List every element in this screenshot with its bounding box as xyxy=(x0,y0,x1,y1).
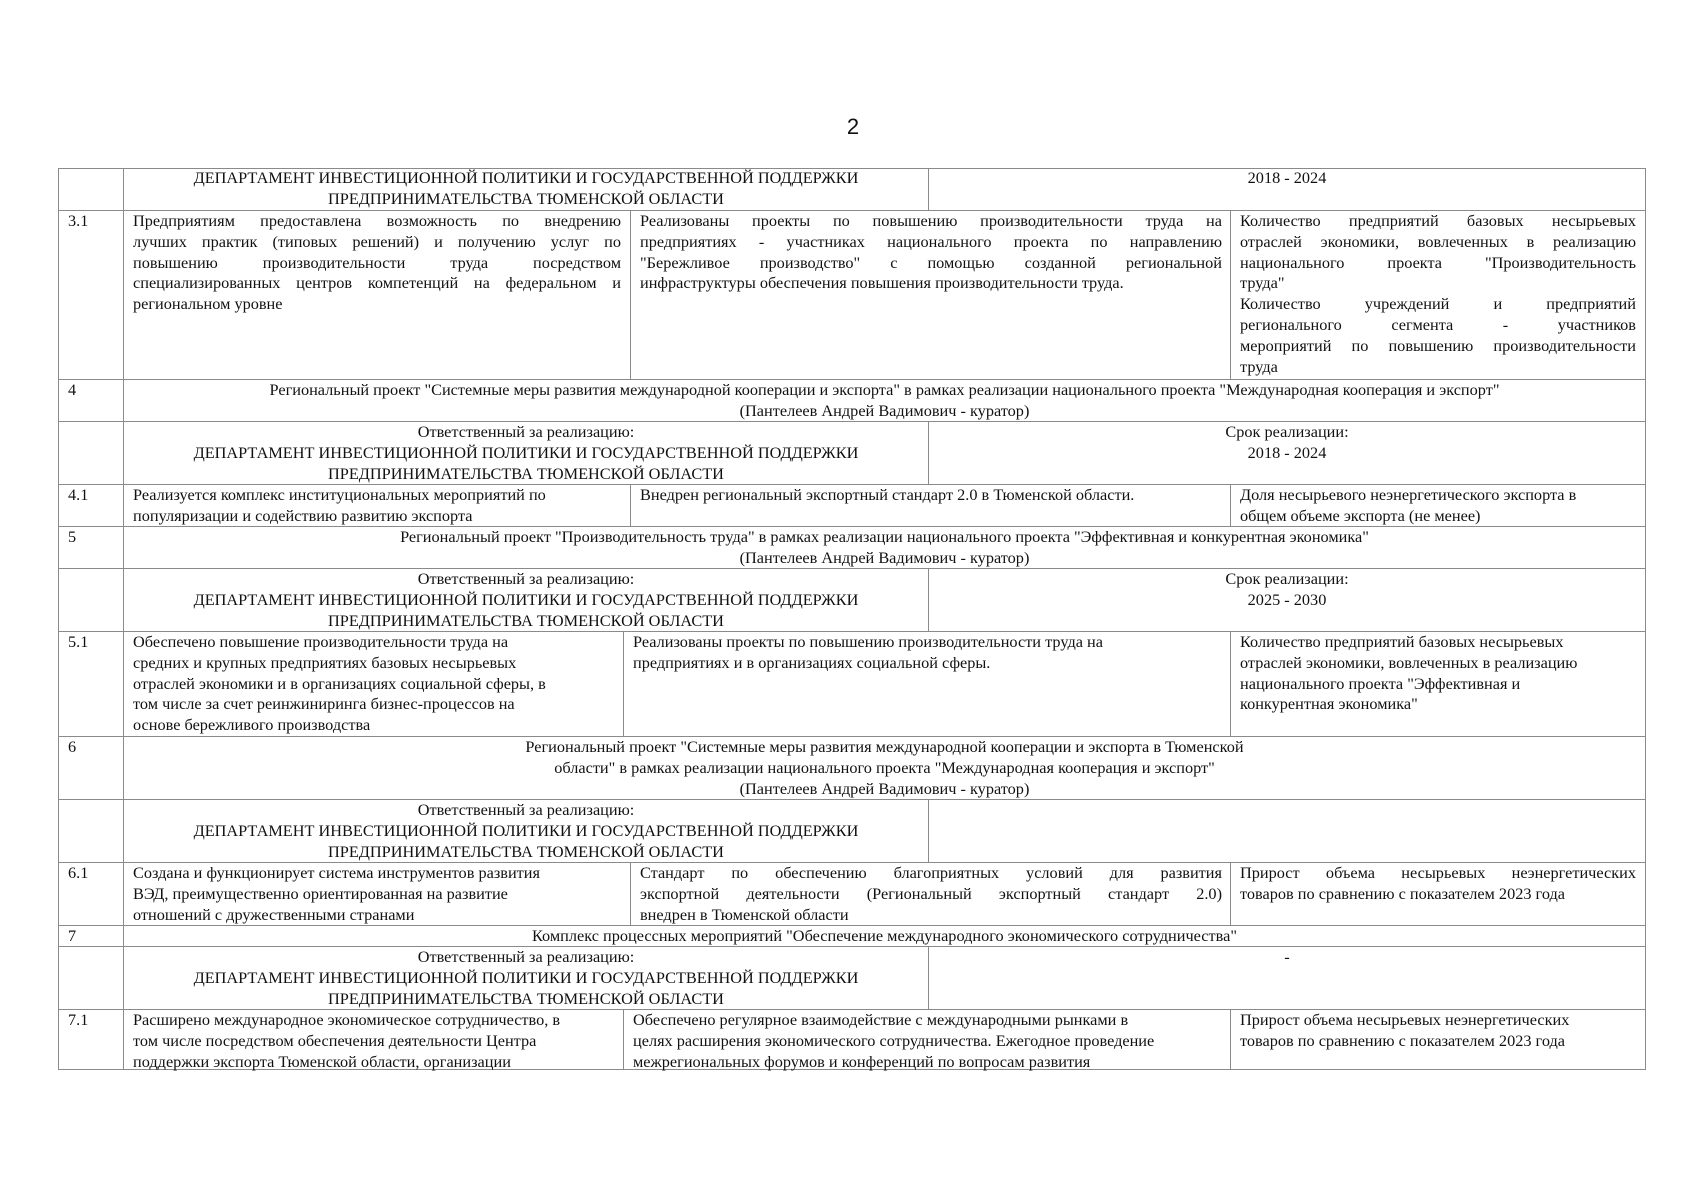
responsible-department: ДЕПАРТАМЕНТ ИНВЕСТИЦИОННОЙ ПОЛИТИКИ И ГОСУДАРСТВЕННОЙ ПОДДЕРЖКИ ПРЕДПРИНИМАТЕЛЬСТВА ТЮМЕНСКОЙ ОБЛАСТИ xyxy=(193,168,859,208)
project-title: Региональный проект "Производительность труда" в рамках реализации национального проекта "Эффективная и конкурентная экономика" (Пантелеев Андрей Вадимович - куратор) xyxy=(400,527,1369,567)
task-description: Расширено международное экономическое сотрудничество, в том числе посредством обеспечения деятельности Центра поддержки экспорта Тюменской области, организации xyxy=(133,1010,561,1071)
indicator-description: Количество предприятий базовых несырьевых отраслей экономики, вовлеченных в реализацию национального проекта "Производительность труда" Количество учреждений и предприятий регионального сегмента - участников мероприятий по повышению производительности труда xyxy=(1240,211,1636,376)
result-description: Стандарт по обеспечению благоприятных условий для развития экспортной деятельности (Региональный экспортный стандарт 2.0) внедрен в Тюменской области xyxy=(640,863,1222,924)
task-description: Обеспечено повышение производительности труда на средних и крупных предприятиях базовых несырьевых отраслей экономики и в организациях социальной сферы, в том числе за счет реинжиниринга бизнес-процессов на основе бережливого производства xyxy=(133,632,546,735)
row-number: 3.1 xyxy=(68,211,89,230)
implementation-term: - xyxy=(1284,947,1290,966)
row-number: 5 xyxy=(68,527,77,546)
result-description: Обеспечено регулярное взаимодействие с международными рынками в целях расширения экономического сотрудничества. Ежегодное проведение межрегиональных форумов и конференций по вопросам развития xyxy=(633,1010,1155,1071)
result-description: Реализованы проекты по повышению производительности труда на предприятиях и в организациях социальной сферы. xyxy=(633,632,1103,672)
task-description: Создана и функционирует система инструментов развития ВЭД, преимущественно ориентированная на развитие отношений с дружественными странами xyxy=(133,863,540,924)
row-number: 4 xyxy=(68,380,77,399)
result-description: Внедрен региональный экспортный стандарт 2.0 в Тюменской области. xyxy=(640,485,1135,504)
row-number: 7 xyxy=(68,926,77,945)
responsible-department: Ответственный за реализацию: ДЕПАРТАМЕНТ ИНВЕСТИЦИОННОЙ ПОЛИТИКИ И ГОСУДАРСТВЕННОЙ ПОДДЕРЖКИ ПРЕДПРИНИМАТЕЛЬСТВА ТЮМЕНСКОЙ ОБЛАСТИ xyxy=(193,569,859,630)
row-number: 4.1 xyxy=(68,485,89,504)
indicator-description: Прирост объема несырьевых неэнергетических товаров по сравнению с показателем 2023 года xyxy=(1240,863,1636,903)
row-number: 5.1 xyxy=(68,632,89,651)
implementation-term: Срок реализации: 2025 - 2030 xyxy=(1225,569,1349,609)
project-title: Региональный проект "Системные меры развития международной кооперации и экспорта" в рамках реализации национального проекта "Международная кооперация и экспорт" (Пантелеев Андрей Вадимович - куратор) xyxy=(269,380,1500,420)
result-description: Реализованы проекты по повышению производительности труда на предприятиях - участниках национального проекта по направлению "Бережливое производство" с помощью созданной региональной инфраструктуры обеспечения повышения производительности труда. xyxy=(640,211,1222,293)
responsible-department: Ответственный за реализацию: ДЕПАРТАМЕНТ ИНВЕСТИЦИОННОЙ ПОЛИТИКИ И ГОСУДАРСТВЕННОЙ ПОДДЕРЖКИ ПРЕДПРИНИМАТЕЛЬСТВА ТЮМЕНСКОЙ ОБЛАСТИ xyxy=(193,800,859,861)
task-description: Реализуется комплекс институциональных мероприятий по популяризации и содействию развитию экспорта xyxy=(133,485,546,525)
indicator-description: Количество предприятий базовых несырьевых отраслей экономики, вовлеченных в реализацию национального проекта "Эффективная и конкурентная экономика" xyxy=(1240,632,1578,714)
page-number: 2 xyxy=(846,114,860,139)
indicator-description: Прирост объема несырьевых неэнергетических товаров по сравнению с показателем 2023 года xyxy=(1240,1010,1570,1050)
implementation-term: 2018 - 2024 xyxy=(1247,168,1327,187)
row-number: 7.1 xyxy=(68,1010,89,1029)
project-title: Комплекс процессных мероприятий "Обеспечение международного экономического сотрудничества" xyxy=(531,926,1237,945)
measures-table xyxy=(58,168,1646,1070)
responsible-department: Ответственный за реализацию: ДЕПАРТАМЕНТ ИНВЕСТИЦИОННОЙ ПОЛИТИКИ И ГОСУДАРСТВЕННОЙ ПОДДЕРЖКИ ПРЕДПРИНИМАТЕЛЬСТВА ТЮМЕНСКОЙ ОБЛАСТИ xyxy=(193,422,859,483)
task-description: Предприятиям предоставлена возможность по внедрению лучших практик (типовых решений) и получению услуг по повышению производительности труда посредством специализированных центров компетенций на федеральном и региональном уровне xyxy=(133,211,621,314)
implementation-term: Срок реализации: 2018 - 2024 xyxy=(1225,422,1349,462)
project-title: Региональный проект "Системные меры развития международной кооперации и экспорта в Тюменской области" в рамках реализации национального проекта "Международная кооперация и экспорт" (Пантелеев Андрей Вадимович - куратор) xyxy=(525,737,1244,798)
indicator-description: Доля несырьевого неэнергетического экспорта в общем объеме экспорта (не менее) xyxy=(1240,485,1577,525)
responsible-department: Ответственный за реализацию: ДЕПАРТАМЕНТ ИНВЕСТИЦИОННОЙ ПОЛИТИКИ И ГОСУДАРСТВЕННОЙ ПОДДЕРЖКИ ПРЕДПРИНИМАТЕЛЬСТВА ТЮМЕНСКОЙ ОБЛАСТИ xyxy=(193,947,859,1008)
row-number: 6 xyxy=(68,737,77,756)
row-number: 6.1 xyxy=(68,863,89,882)
